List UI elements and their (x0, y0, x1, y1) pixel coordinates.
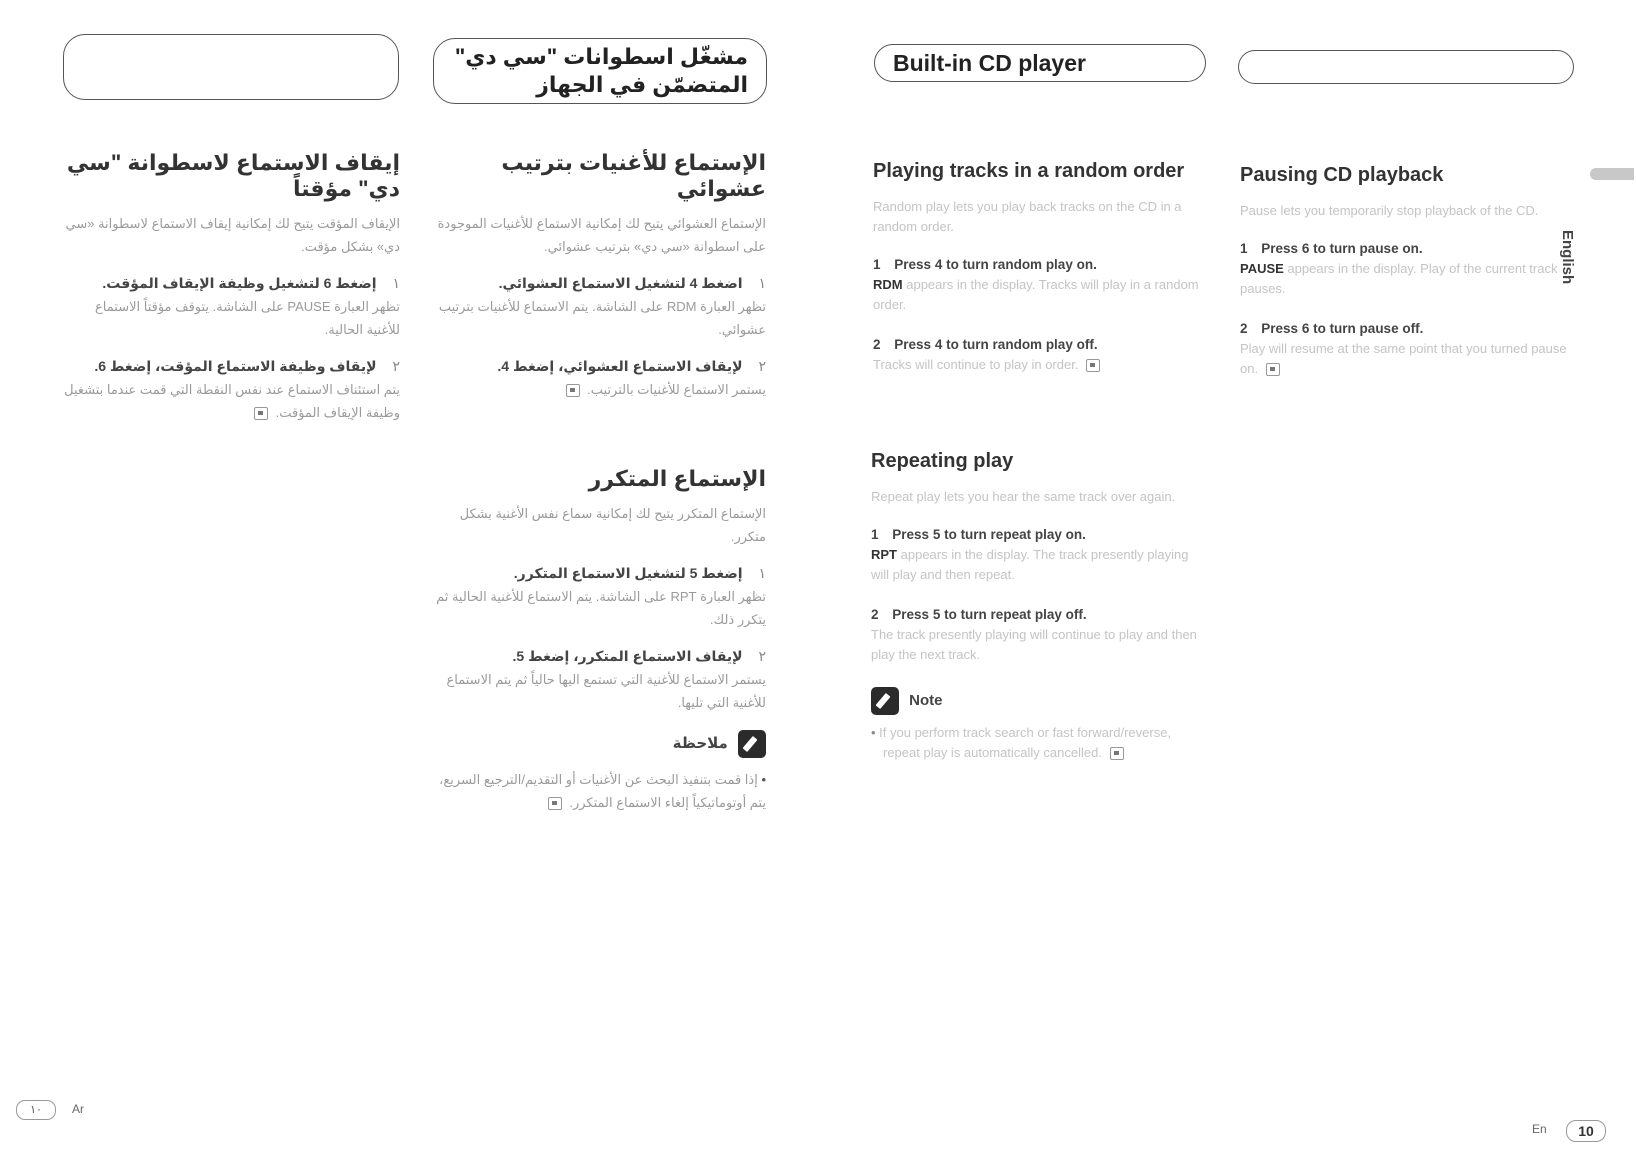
arabic-repeat-section (432, 466, 766, 814)
english-section-title: Built-in CD player (893, 50, 1086, 76)
english-repeat-step2 (871, 605, 1203, 625)
arabic-pause-section (62, 150, 400, 424)
english-random-rdm-term: RDM (873, 277, 903, 292)
english-repeat-step1 (871, 525, 1203, 545)
english-repeat-intro: Repeat play lets you hear the same track over again. (871, 489, 1176, 504)
arabic-pause-intro: الإيقاف المؤقت يتيح لك إمكانية إيقاف الاستماع لاسطوانة «سي دي» بشكل مؤقت. (65, 216, 400, 254)
arabic-note-bullet: إذا قمت بتنفيذ البحث عن الأغنيات أو التقديم/الترجيع السريع، يتم أوتوماتيكياً إلغاء الاستماع المتكرر. (439, 772, 766, 810)
english-random-step2 (873, 335, 1203, 355)
note-pencil-icon (871, 687, 899, 715)
english-repeat-step2-text: Press 5 to turn repeat play off. (892, 607, 1087, 622)
footer-right-page-number: 10 (1566, 1120, 1606, 1142)
english-repeat-step1-num: 1 (871, 527, 879, 542)
arabic-repeat-step1-text: إضغط 5 لتشغيل الاستماع المتكرر. (513, 565, 743, 581)
english-pause-heading: Pausing CD playback (1240, 164, 1444, 186)
arabic-random-intro: الإستماع العشوائي يتيح لك إمكانية الاستماع للأغنيات الموجودة على اسطوانة «سي دي» بترتيب عشوائي. (437, 216, 766, 254)
arabic-repeat-step2-text: لإيقاف الاستماع المتكرر، إضغط 5. (512, 648, 743, 664)
arabic-pause-step1-num: ١ (392, 275, 400, 291)
english-section-title-pill (874, 44, 1206, 82)
english-repeat-step2-desc: The track presently playing will continue to play and then play the next track. (871, 627, 1197, 662)
english-pause-step1 (1240, 239, 1570, 259)
english-random-step2-num: 2 (873, 337, 881, 352)
arabic-repeat-intro: الإستماع المتكرر يتيح لك إمكانية سماع نفس الأغنية بشكل متكرر. (459, 506, 766, 544)
arabic-repeat-step1-desc: تظهر العبارة RPT على الشاشة. يتم الاستماع للأغنية الحالية ثم يتكرر ذلك. (436, 589, 766, 627)
empty-header-pill-left (63, 34, 399, 100)
english-pause-step1-desc: appears in the display. Play of the current track pauses. (1240, 261, 1558, 296)
arabic-note-label: ملاحظة (672, 734, 728, 752)
english-random-step1 (873, 255, 1203, 275)
footer-left-page-number: ١٠ (16, 1100, 56, 1120)
arabic-random-step2-num: ٢ (758, 358, 766, 374)
empty-header-pill-right (1238, 50, 1574, 84)
note-pencil-icon (738, 730, 766, 758)
english-pause-step2-desc: Play will resume at the same point that you turned pause on. (1240, 341, 1567, 376)
arabic-pause-step1-desc: تظهر العبارة PAUSE على الشاشة. يتوقف مؤقتاً الاستماع للأغنية الحالية. (95, 299, 400, 337)
english-random-step2-desc: Tracks will continue to play in order. (873, 357, 1079, 372)
arabic-repeat-step2-desc: يستمر الاستماع للأغنية التي تستمع اليها حالياً ثم يتم الاستماع للأغنية التي تليها. (446, 672, 766, 710)
arabic-repeat-step2-num: ٢ (758, 648, 766, 664)
end-of-section-icon (1086, 359, 1100, 372)
end-of-section-icon (566, 384, 580, 397)
arabic-pause-step2 (62, 355, 400, 378)
english-repeat-step1-text: Press 5 to turn repeat play on. (892, 527, 1086, 542)
arabic-pause-step2-text: لإيقاف وظيفة الاستماع المؤقت، إضغط 6. (94, 358, 377, 374)
english-random-step2-text: Press 4 to turn random play off. (894, 337, 1098, 352)
arabic-section-title-pill (433, 38, 767, 104)
end-of-section-icon (1110, 747, 1124, 760)
arabic-random-step2-desc: يستمر الاستماع للأغنيات بالترتيب. (587, 382, 766, 397)
bullet-icon: • (757, 772, 766, 787)
english-random-intro: Random play lets you play back tracks on the CD in a random order. (873, 199, 1182, 234)
footer-left-lang: Ar (72, 1102, 84, 1116)
arabic-repeat-step2 (432, 645, 766, 668)
language-side-tab (1590, 168, 1634, 180)
english-random-heading: Playing tracks in a random order (873, 160, 1185, 182)
arabic-note-header (432, 730, 766, 758)
end-of-section-icon (254, 407, 268, 420)
arabic-random-step1-desc: تظهر العبارة RDM على الشاشة. يتم الاستماع للأغنيات بترتيب عشوائي. (438, 299, 766, 337)
arabic-random-heading: الإستماع للأغنيات بترتيب عشوائي (501, 150, 766, 201)
english-random-step1-desc: appears in the display. Tracks will play in a random order. (873, 277, 1199, 312)
arabic-repeat-heading: الإستماع المتكرر (588, 466, 766, 491)
english-pause-step1-num: 1 (1240, 241, 1248, 256)
english-pause-step1-text: Press 6 to turn pause on. (1261, 241, 1423, 256)
arabic-random-step1 (432, 272, 766, 295)
end-of-section-icon (548, 797, 562, 810)
arabic-pause-step2-num: ٢ (392, 358, 400, 374)
english-random-step1-num: 1 (873, 257, 881, 272)
english-pause-intro: Pause lets you temporarily stop playback of the CD. (1240, 203, 1539, 218)
arabic-pause-step2-desc: يتم استئناف الاستماع عند نفس النقطة التي قمت عندما بتشغيل وظيفة الإيقاف المؤقت. (64, 382, 400, 420)
bullet-icon: • (871, 725, 880, 740)
english-note-label: Note (909, 691, 943, 709)
english-repeat-section (871, 450, 1203, 763)
english-random-section (873, 160, 1203, 375)
arabic-pause-heading: إيقاف الاستماع لاسطوانة "سي دي" مؤقتاً (66, 150, 400, 201)
arabic-repeat-step1 (432, 562, 766, 585)
english-repeat-step2-num: 2 (871, 607, 879, 622)
arabic-random-step2 (432, 355, 766, 378)
arabic-section-title-line1: مشغّل اسطوانات "سي دي" (454, 44, 748, 69)
arabic-section-title-line2: المتضمّن في الجهاز (536, 72, 748, 97)
english-repeat-heading: Repeating play (871, 450, 1014, 472)
english-pause-section (1240, 164, 1570, 379)
arabic-random-step1-text: اضغط 4 لتشغيل الاستماع العشوائي. (498, 275, 743, 291)
arabic-random-step2-text: لإيقاف الاستماع العشوائي، إضغط 4. (497, 358, 743, 374)
english-repeat-rpt-term: RPT (871, 547, 897, 562)
arabic-repeat-step1-num: ١ (758, 565, 766, 581)
language-side-label: English (1559, 230, 1576, 285)
english-repeat-step1-desc: appears in the display. The track presently playing will play and then repeat. (871, 547, 1189, 582)
english-pause-step2-text: Press 6 to turn pause off. (1261, 321, 1424, 336)
english-note-header (871, 687, 1203, 715)
english-note-bullet: If you perform track search or fast forward/reverse, repeat play is automatically cancelled. (879, 725, 1172, 760)
arabic-pause-step1 (62, 272, 400, 295)
arabic-random-section (432, 150, 766, 401)
end-of-section-icon (1266, 363, 1280, 376)
english-pause-term: PAUSE (1240, 261, 1284, 276)
arabic-random-step1-num: ١ (758, 275, 766, 291)
english-random-step1-text: Press 4 to turn random play on. (894, 257, 1097, 272)
footer-right-lang: En (1532, 1122, 1547, 1136)
arabic-pause-step1-text: إضغط 6 لتشغيل وظيفة الإيقاف المؤقت. (102, 275, 377, 291)
english-pause-step2-num: 2 (1240, 321, 1248, 336)
english-pause-step2 (1240, 319, 1570, 339)
